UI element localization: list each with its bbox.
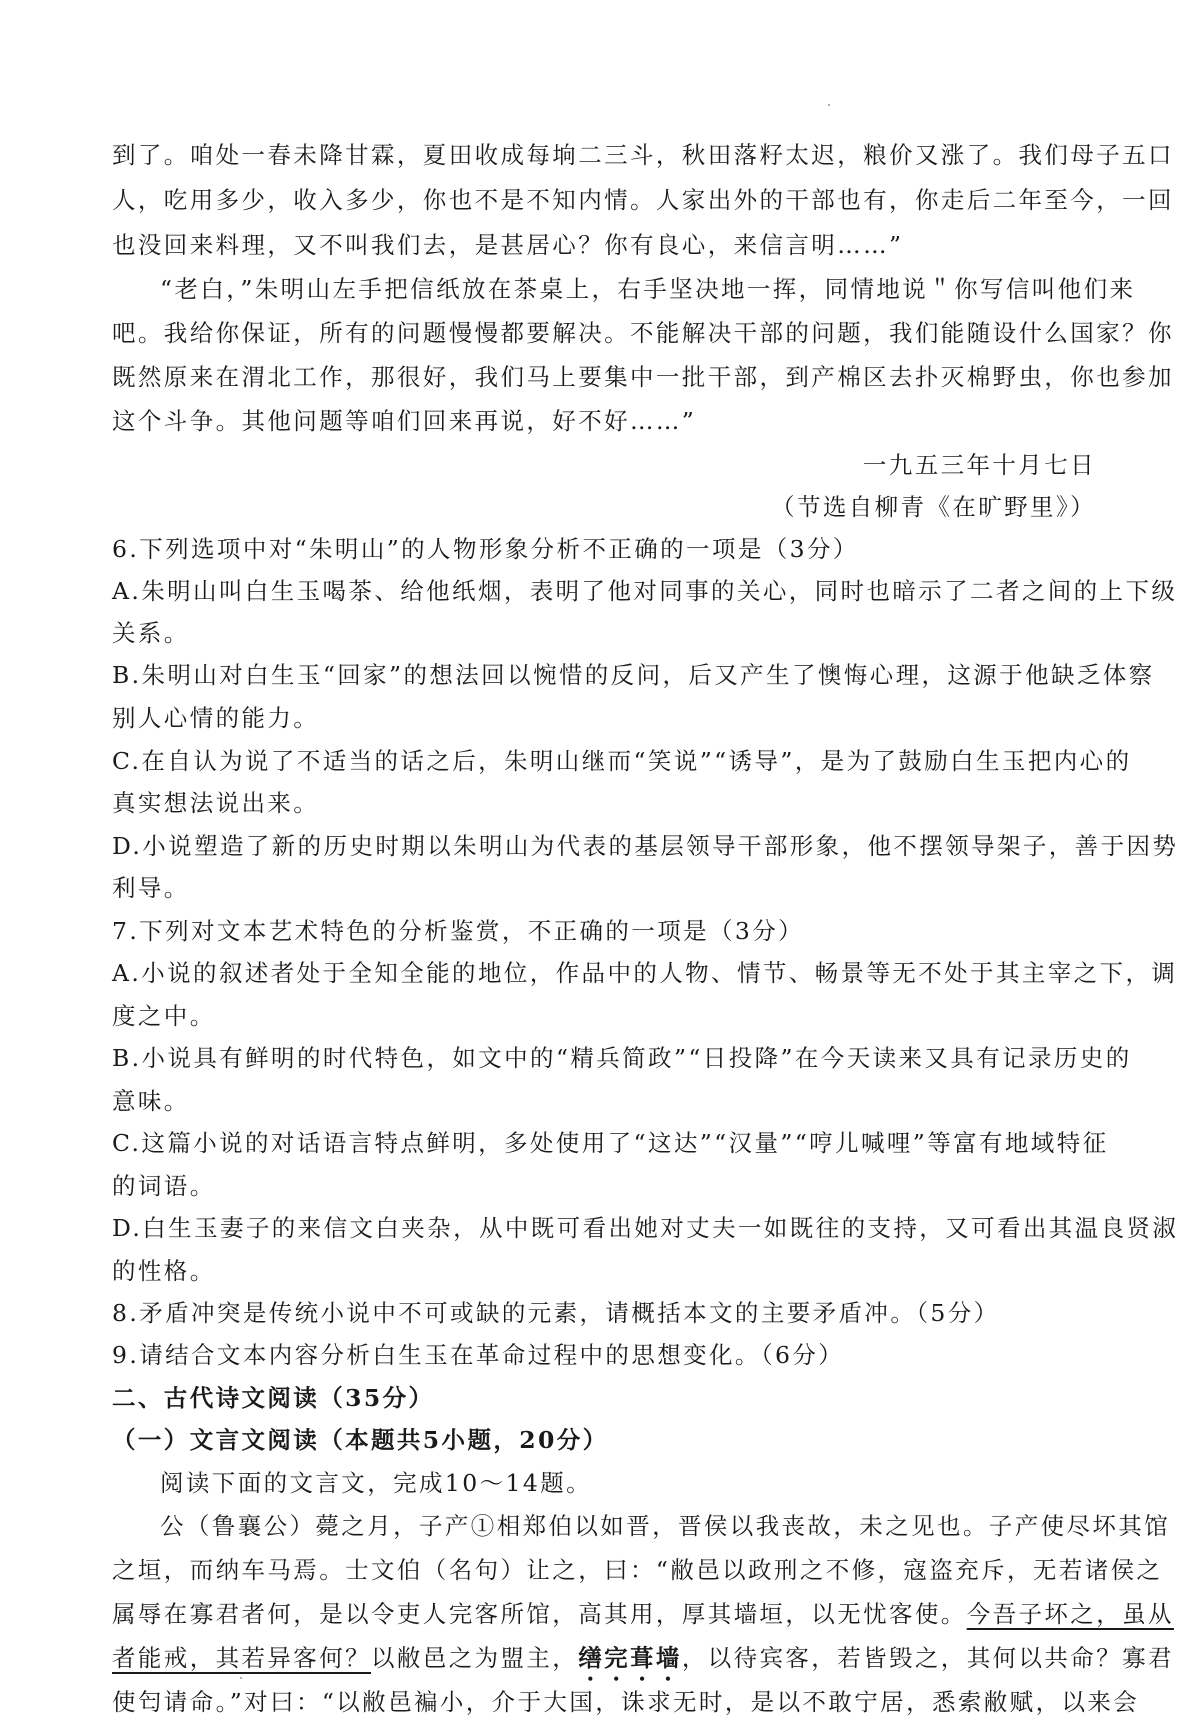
dotted-emphasis: 缮完葺墙 <box>578 1644 682 1672</box>
passage-line: 这个斗争。其他问题等咱们回来再说，好不好……” <box>112 407 697 435</box>
passage-date: 一九五三年十月七日 <box>862 451 1096 479</box>
option-7d: D.白生玉妻子的来信文白夹杂，从中既可看出她对丈夫一如既往的支持，又可看出其温良贤淑 <box>112 1214 1179 1242</box>
passage-line: 也没回来料理，又不叫我们去，是甚居心？你有良心，来信言明……” <box>112 231 904 259</box>
passage-line: 人，吃用多少，收入多少，你也不是不知内情。人家出外的干部也有，你走后二年至今，一回 <box>112 186 1174 214</box>
classical-text: 以敝邑之为盟主， <box>371 1644 579 1672</box>
question-6: 6.下列选项中对“朱明山”的人物形象分析不正确的一项是（3分） <box>112 535 859 563</box>
option-6c: C.在自认为说了不适当的话之后，朱明山继而“笑说”“诱导”，是为了鼓励白生玉把内心的 <box>112 747 1132 775</box>
scan-speck <box>828 104 830 106</box>
option-7b: B.小说具有鲜明的时代特色，如文中的“精兵简政”“日投降”在今天读来又具有记录历史的 <box>112 1044 1132 1072</box>
classical-text: 属辱在寡君者何，是以令吏人完客所馆，高其用，厚其墙垣，以无忧客使。 <box>112 1600 967 1628</box>
option-6d-cont: 利导。 <box>112 874 190 902</box>
classical-text: ，以待宾客，若皆毁之，其何以共命？寡君 <box>681 1644 1174 1672</box>
option-6b: B.朱明山对白生玉“回家”的想法回以惋惜的反问，后又产生了懊悔心理，这源于他缺乏体察 <box>112 661 1155 689</box>
passage-source: （节选自柳青《在旷野里》） <box>771 493 1096 521</box>
option-7c-cont: 的词语。 <box>112 1172 216 1200</box>
option-6a: A.朱明山叫白生玉喝茶、给他纸烟，表明了他对同事的关心，同时也暗示了二者之间的上下级 <box>112 577 1178 605</box>
option-7d-cont: 的性格。 <box>112 1257 216 1285</box>
passage-line: “老白，”朱明山左手把信纸放在茶桌上，右手坚决地一挥，同情地说＂你写信叫他们来 <box>160 275 1136 303</box>
classical-line <box>112 1642 1174 1686</box>
option-6d: D.小说塑造了新的历史时期以朱明山为代表的基层领导干部形象，他不摆领导架子，善于因势 <box>112 832 1179 860</box>
classical-line: 之垣，而纳车马焉。士文伯（名句）让之，曰：“敝邑以政刑之不修，寇盗充斥，无若诸侯之 <box>112 1556 1163 1584</box>
classical-line: 公（鲁襄公）薨之月，子产①相郑伯以如晋，晋侯以我丧故，未之见也。子产使尽坏其馆 <box>160 1512 1171 1540</box>
classical-line <box>112 1598 1174 1630</box>
option-7a: A.小说的叙述者处于全知全能的地位，作品中的人物、情节、畅景等无不处于其主宰之下，调 <box>112 959 1178 987</box>
option-7b-cont: 意味。 <box>112 1087 190 1115</box>
option-7a-cont: 度之中。 <box>112 1002 216 1030</box>
subsection-heading: （一）文言文阅读（本题共5小题，20分） <box>112 1426 609 1454</box>
question-9: 9.请结合文本内容分析白生玉在革命过程中的思想变化。（6分） <box>112 1341 845 1369</box>
option-6c-cont: 真实想法说出来。 <box>112 789 320 817</box>
section-heading: 二、古代诗文阅读（35分） <box>112 1384 435 1412</box>
passage-line: 到了。咱处一春未降甘霖，夏田收成每垧二三斗，秋田落籽太迟，粮价又涨了。我们母子五口 <box>112 141 1174 169</box>
question-7: 7.下列对文本艺术特色的分析鉴赏，不正确的一项是（3分） <box>112 917 805 945</box>
passage-line: 既然原来在渭北工作，那很好，我们马上要集中一批干部，到产棉区去扑灭棉野虫，你也参加 <box>112 363 1174 391</box>
instruction: 阅读下面的文言文，完成10～14题。 <box>160 1469 593 1497</box>
option-6a-cont: 关系。 <box>112 619 190 647</box>
question-8: 8.矛盾冲突是传统小说中不可或缺的元素，请概括本文的主要矛盾冲。（5分） <box>112 1299 1000 1327</box>
option-6b-cont: 别人心情的能力。 <box>112 704 320 732</box>
underlined-sentence: 者能戒，其若异客何？ <box>112 1644 371 1672</box>
classical-line: 使匄请命。”对曰：“以敝邑褊小，介于大国，诛求无时，是以不敢宁居，悉索敝赋，以来会 <box>112 1688 1140 1716</box>
underlined-sentence: 今吾子坏之，虽从 <box>966 1600 1174 1628</box>
passage-line: 吧。我给你保证，所有的问题慢慢都要解决。不能解决干部的问题，我们能随设什么国家？你 <box>112 319 1174 347</box>
option-7c: C.这篇小说的对话语言特点鲜明，多处使用了“这达”“汉量”“哼儿喊哩”等富有地域特征 <box>112 1129 1109 1157</box>
